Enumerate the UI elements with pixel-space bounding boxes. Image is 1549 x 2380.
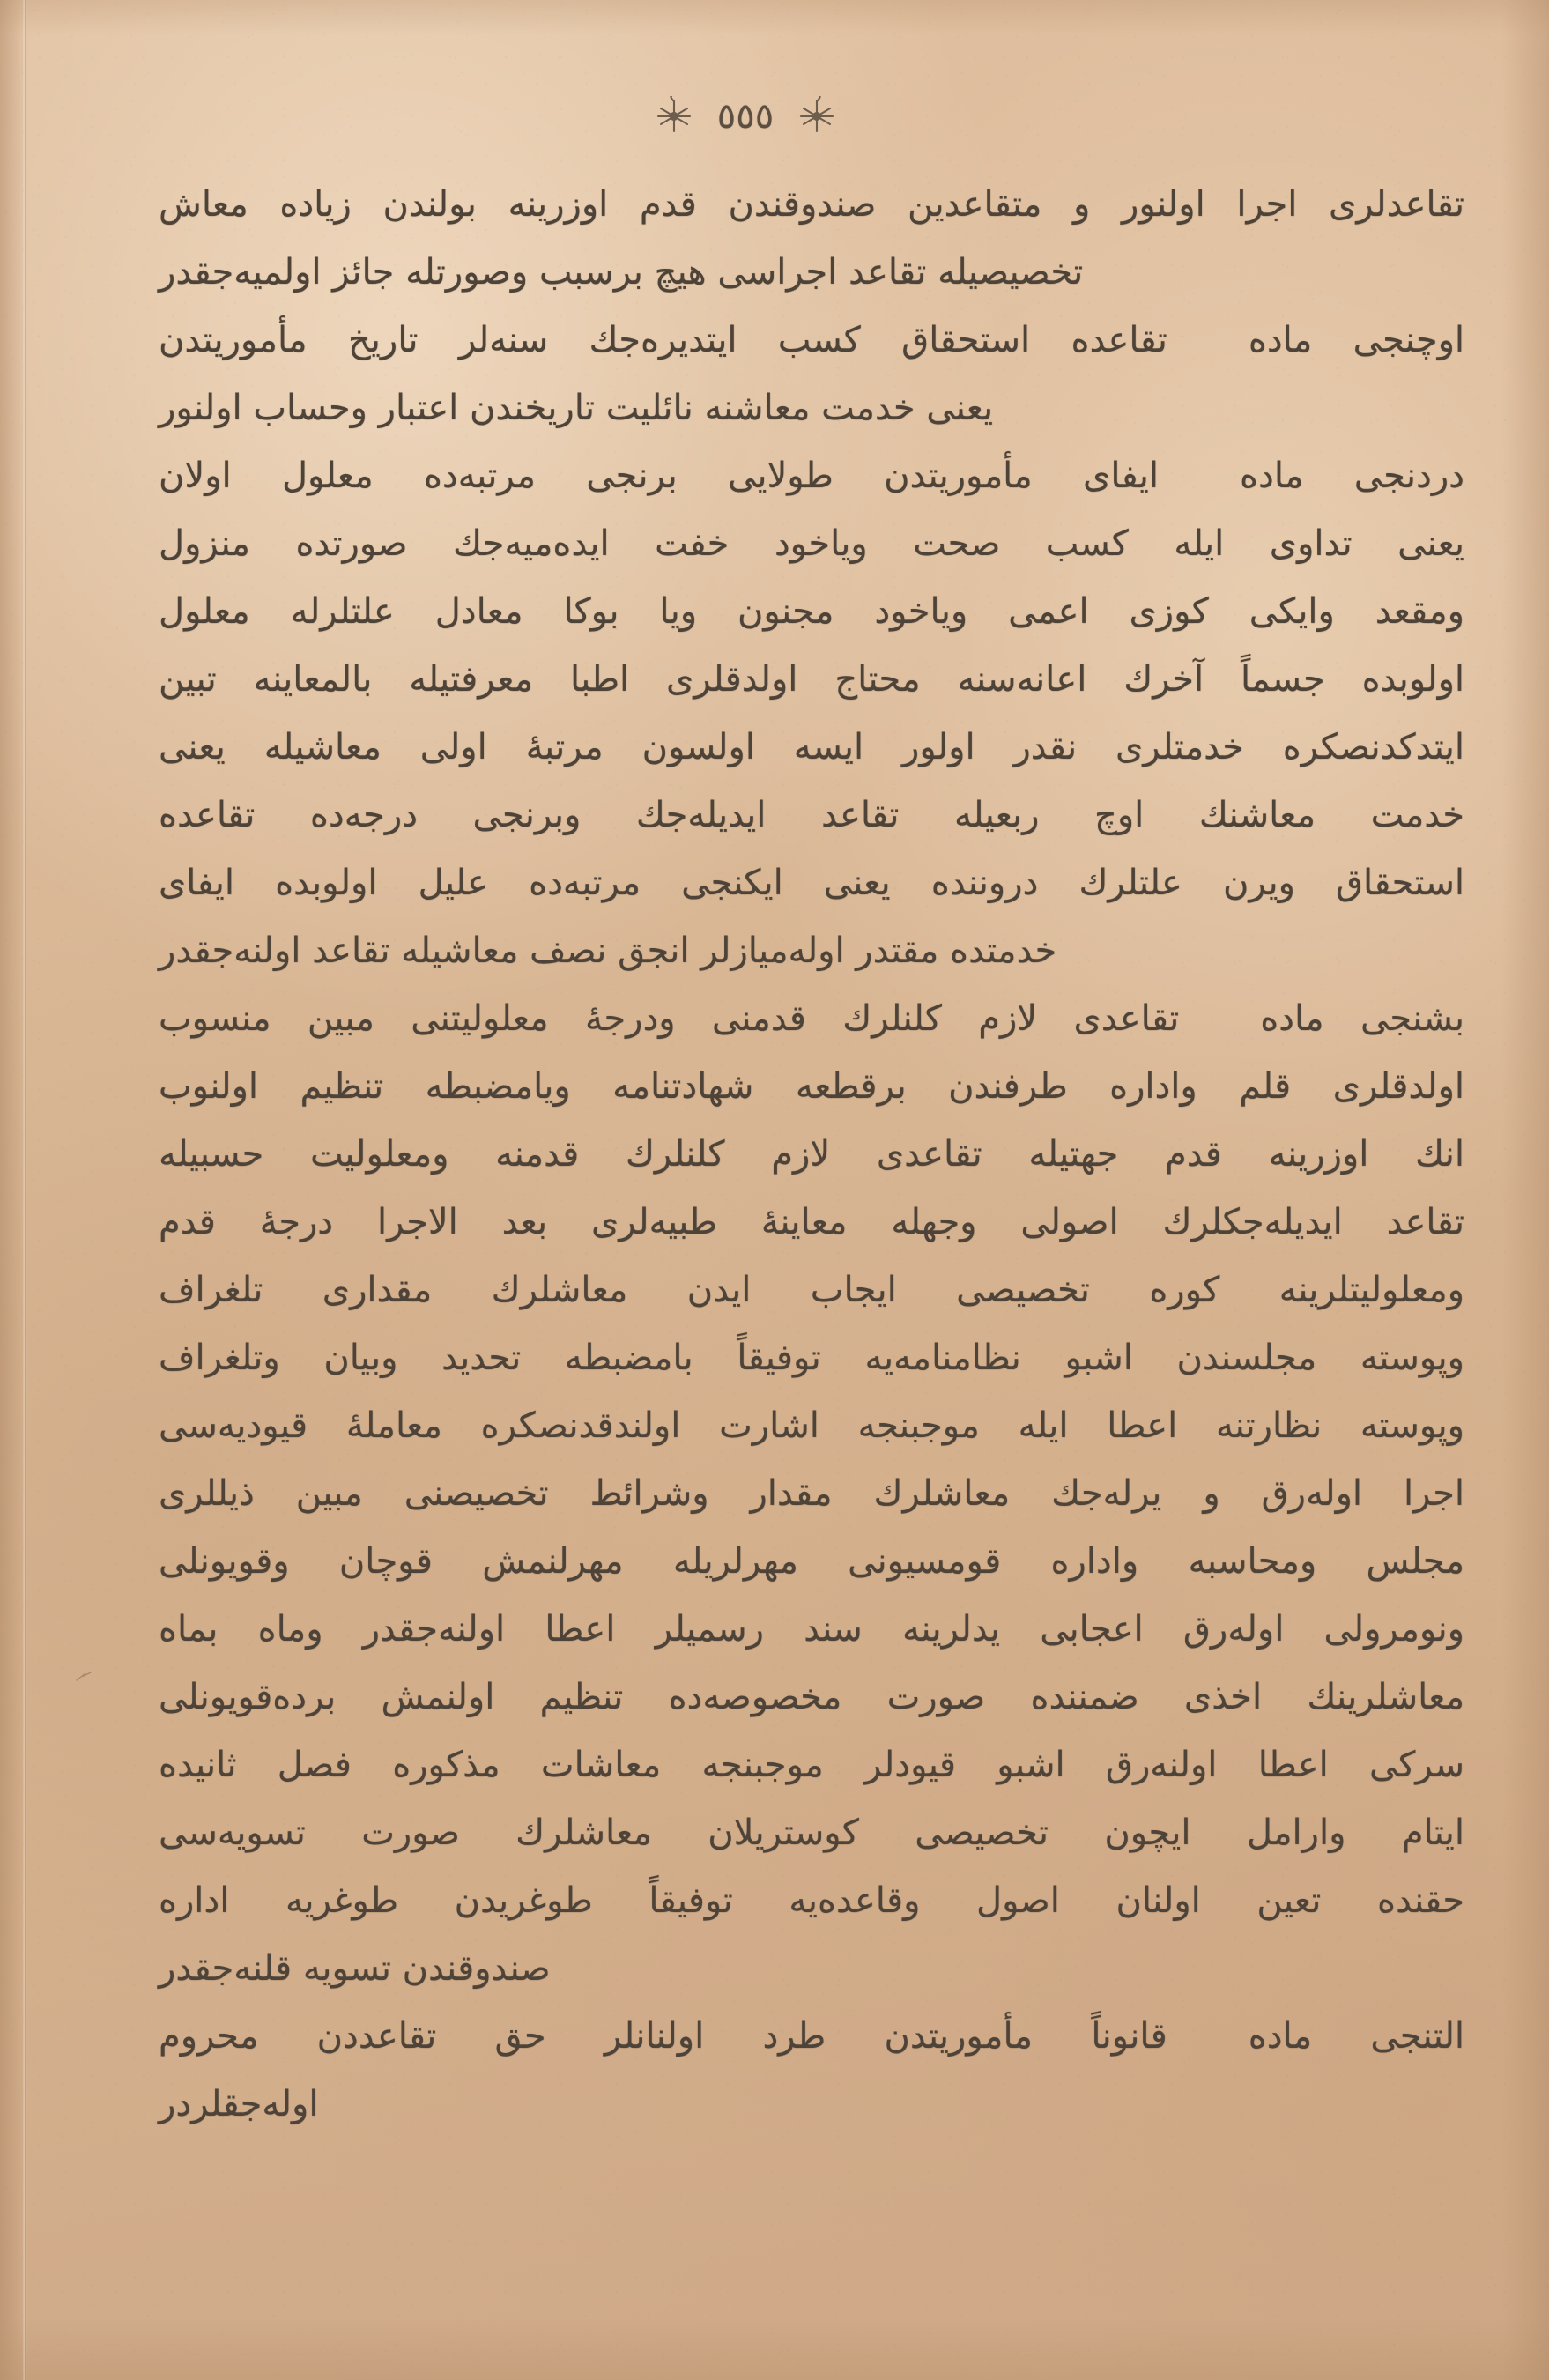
text-line: تقاعد ایدیله‌جكلرك اصولی وجهله معاینهٔ طبیه‌لری بعد الاجرا درجهٔ قدم (159, 1202, 1464, 1242)
text-line: انك اوزرینه قدم جهتیله تقاعدی لازم كلنلرك قدمنه ومعلولیت حسبیله (159, 1134, 1464, 1175)
article-rubric: التنجی ماده (1248, 2016, 1465, 2057)
article-heading-line (159, 2003, 1464, 2071)
binding-gutter-fold (23, 0, 27, 2380)
article-rubric: دردنجی ماده (1240, 456, 1464, 496)
margin-ink-fleck (76, 1671, 99, 1683)
article-rubric: بشنجی ماده (1260, 998, 1464, 1039)
text-line: اوله‌جقلردر (159, 2084, 319, 2124)
running-head (159, 85, 1332, 148)
text-line: خدمت معاشنك اوچ ربعیله تقاعد ایدیله‌جك وبرنجی درجه‌ده تقاعده (159, 795, 1464, 835)
text-line: تخصیصیله تقاعد اجراسی هیچ برسبب وصورتله جائز اولمیه‌جقدر (159, 252, 1084, 293)
text-block (159, 85, 1464, 2139)
text-line: اولدقلری قلم واداره طرفندن برقطعه شهادتنامه ویامضبطه تنظیم اولنوب (159, 1066, 1464, 1107)
text-line: خدمتده مقتدر اوله‌میازلر انجق نصف معاشیله تقاعد اولنه‌جقدر (159, 930, 1057, 971)
body-text (159, 171, 1464, 2139)
article-body-text: تقاعده استحقاق کسب ایتدیره‌جك سنه‌لر تاریخ مأموریتدن (159, 320, 1167, 360)
text-line: یعنی خدمت معاشنه نائلیت تاریخندن اعتبار وحساب اولنور (159, 388, 994, 428)
text-line: صندوقندن تسویه قلنه‌جقدر (159, 1948, 551, 1989)
text-line: استحقاق ویرن علتلرك دروننده یعنی ایکنجی مرتبه‌ده علیل اولوبده ایفای (159, 863, 1464, 903)
article-heading-line (159, 985, 1464, 1053)
article-body-text: ایفای مأموریتدن طولایی برنجی مرتبه‌ده معلول اولان (159, 456, 1160, 496)
article-body-text: تقاعدی لازم كلنلرك قدمنی ودرجهٔ معلولیتنی مبین منسوب (159, 998, 1180, 1039)
floral-ornament-icon (654, 96, 694, 137)
text-line: یعنی تداوی ایله کسب صحت ویاخود خفت ایده‌میه‌جك صورتده منزول (159, 523, 1464, 564)
article-rubric: اوچنجی ماده (1248, 320, 1464, 360)
text-line: معاشلرینك اخذی ضمننده صورت مخصوصه‌ده تنظیم اولنمش برده‌قویونلی (159, 1677, 1464, 1717)
page-edge-shading-left (0, 0, 26, 2380)
floral-ornament-icon (797, 96, 837, 137)
page-edge-shading-right (1501, 0, 1549, 2380)
text-line: ونومرولی اولەرق اعجابی یدلرینه سند رسمیلر اعطا اولنه‌جقدر وماه بماه (159, 1609, 1464, 1650)
article-body-text: قانوناً مأموریتدن طرد اولنانلر حق تقاعددن محروم (159, 2016, 1167, 2057)
text-line: سرکی اعطا اولنەرق اشبو قیودلر موجبنجه معاشات مذکوره فصل ثانیده (159, 1745, 1464, 1785)
page-edge-shading-top (0, 0, 1549, 35)
text-line: اجرا اولەرق و یرله‌جك معاشلرك مقدار وشرائط تخصیصنی مبین ذیللری (159, 1473, 1464, 1514)
text-line: ایتام وارامل ایچون تخصیصی كوستریلان معاشلرك صورت تسویه‌سی (159, 1813, 1464, 1853)
text-line: مجلس ومحاسبه واداره قومسیونی مهرلریله مهرلنمش قوچان وقویونلی (159, 1541, 1464, 1582)
article-heading-line (159, 307, 1464, 374)
text-line: تقاعدلری اجرا اولنور و متقاعدین صندوقندن قدم اوزرینه بولندن زیاده معاش (159, 184, 1464, 225)
article-heading-line (159, 442, 1464, 510)
page-edge-shading-bottom (0, 2318, 1549, 2380)
text-line: حقنده تعین اولنان اصول وقاعده‌یه توفیقاً طوغریدن طوغریه اداره (159, 1880, 1464, 1921)
folio-number: ٥٥٥ (716, 96, 774, 137)
text-line: ومقعد وایکی کوزی اعمی ویاخود مجنون ویا بوکا معادل علتلرله معلول (159, 591, 1464, 632)
text-line: اولوبده جسماً آخرك اعانه‌سنه محتاج اولدقلری اطبا معرفتیله بالمعاینه تبین (159, 659, 1464, 700)
text-line: ایتدکدنصکره خدمتلری نقدر اولور ایسه اولسون مرتبهٔ اولی معاشیله یعنی (159, 727, 1464, 767)
text-line: وپوسته نظارتنه اعطا ایله موجبنجه اشارت اولندقدنصکره معاملهٔ قیودیه‌سی (159, 1405, 1464, 1446)
text-line: وپوسته مجلسندن اشبو نظامنامه‌یه توفیقاً بامضبطه تحدید وبیان وتلغراف (159, 1338, 1464, 1378)
text-line: ومعلولیتلرینه كوره تخصیصی ایجاب ایدن معاشلرك مقداری تلغراف (159, 1270, 1464, 1310)
